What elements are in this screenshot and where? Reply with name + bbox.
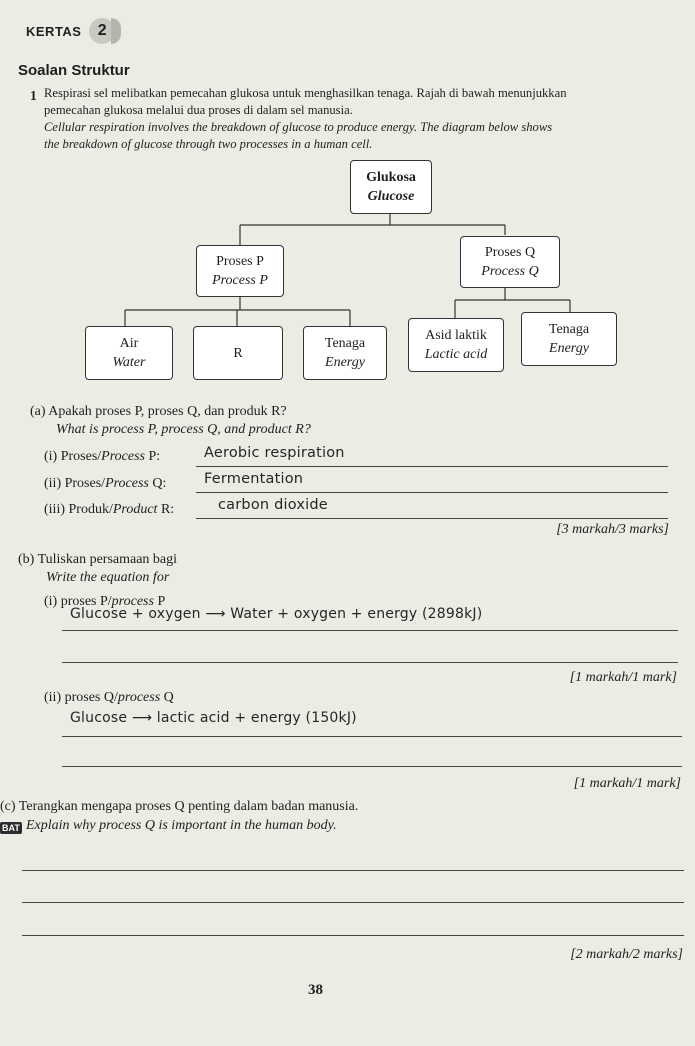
answer-process-q[interactable]: Fermentation: [204, 471, 304, 487]
box-glucose: [350, 160, 432, 214]
box-lactic-acid: [408, 318, 504, 372]
part-b-question-english: Write the equation for: [46, 570, 170, 585]
water-english: Water: [112, 355, 146, 370]
part-c-marks: [2 markah/2 marks]: [570, 947, 683, 962]
process-p-english: Process P: [212, 273, 268, 288]
energy-p-malay: Tenaga: [324, 336, 366, 351]
answer-line-b-i-1: [62, 630, 678, 631]
box-energy-p: [303, 326, 387, 380]
part-b-item-i-label: (i) proses P/process P: [44, 594, 166, 609]
energy-p-english: Energy: [325, 355, 365, 370]
hots-tag: BAT: [2, 823, 20, 833]
intro-malay-line2: pemecahan glukosa melalui dua proses di dalam sel manusia.: [44, 103, 353, 117]
answer-line-c-3: [22, 935, 684, 936]
answer-line-b-ii-1: [62, 736, 682, 737]
answer-line-b-ii-2: [62, 766, 682, 767]
answer-equation-p[interactable]: Glucose + oxygen ⟶ Water + oxygen + energy (2898kJ): [70, 606, 483, 622]
part-a-question-malay: (a) Apakah proses P, proses Q, dan produk R?: [30, 404, 287, 419]
answer-line-a-i: [196, 466, 668, 467]
part-a-marks: [3 markah/3 marks]: [556, 522, 669, 537]
part-c-question-malay: (c) Terangkan mengapa proses Q penting dalam badan manusia.: [0, 799, 359, 814]
answer-line-c-1: [22, 870, 684, 871]
part-c-question-english: Explain why process Q is important in the human body.: [26, 818, 337, 833]
process-q-english: Process Q: [481, 264, 539, 279]
part-b-item-ii-label: (ii) proses Q/process Q: [44, 690, 174, 705]
part-a-item-iii-label: (iii) Produk/Product R:: [44, 502, 175, 517]
box-process-q: [460, 236, 560, 288]
answer-product-r[interactable]: carbon dioxide: [218, 497, 328, 513]
intro-english-line2: the breakdown of glucose through two processes in a human cell.: [44, 137, 373, 151]
lactic-acid-english: Lactic acid: [424, 347, 488, 362]
product-r-label: R: [233, 345, 243, 361]
box-water: [85, 326, 173, 380]
paper-badge-label: KERTAS: [26, 23, 82, 39]
intro-english-line1: Cellular respiration involves the breakdown of glucose to produce energy. The diagram below shows: [44, 120, 553, 134]
section-title: Soalan Struktur: [18, 62, 130, 79]
energy-q-malay: Tenaga: [548, 322, 590, 337]
page-number: 38: [308, 982, 323, 998]
glucose-malay: Glukosa: [366, 170, 416, 185]
water-malay: Air: [119, 336, 139, 351]
box-energy-q: [521, 312, 617, 366]
process-q-malay: Proses Q: [484, 245, 536, 260]
part-a-question-english: What is process P, process Q, and product R?: [56, 422, 311, 437]
process-p-malay: Proses P: [216, 254, 264, 269]
intro-malay-line1: Respirasi sel melibatkan pemecahan glukosa untuk menghasilkan tenaga. Rajah di bawah menunjukkan: [44, 86, 567, 100]
answer-equation-q[interactable]: Glucose ⟶ lactic acid + energy (150kJ): [70, 710, 357, 726]
part-b-ii-marks: [1 markah/1 mark]: [573, 776, 681, 791]
question-number: 1: [30, 88, 37, 103]
box-product-r: [193, 326, 283, 380]
answer-line-a-ii: [196, 492, 668, 493]
answer-process-p[interactable]: Aerobic respiration: [204, 445, 345, 461]
answer-line-b-i-2: [62, 662, 678, 663]
lactic-acid-malay: Asid laktik: [425, 328, 487, 343]
part-b-question-malay: (b) Tuliskan persamaan bagi: [18, 552, 178, 567]
glucose-english: Glucose: [367, 189, 415, 204]
part-a-item-i-label: (i) Proses/Process P:: [44, 449, 161, 464]
paper-badge-number: 2: [89, 18, 115, 44]
answer-line-c-2: [22, 902, 684, 903]
energy-q-english: Energy: [549, 341, 589, 356]
answer-line-a-iii: [196, 518, 668, 519]
part-b-i-marks: [1 markah/1 mark]: [569, 670, 677, 685]
part-a-item-ii-label: (ii) Proses/Process Q:: [44, 476, 167, 491]
box-process-p: [196, 245, 284, 297]
